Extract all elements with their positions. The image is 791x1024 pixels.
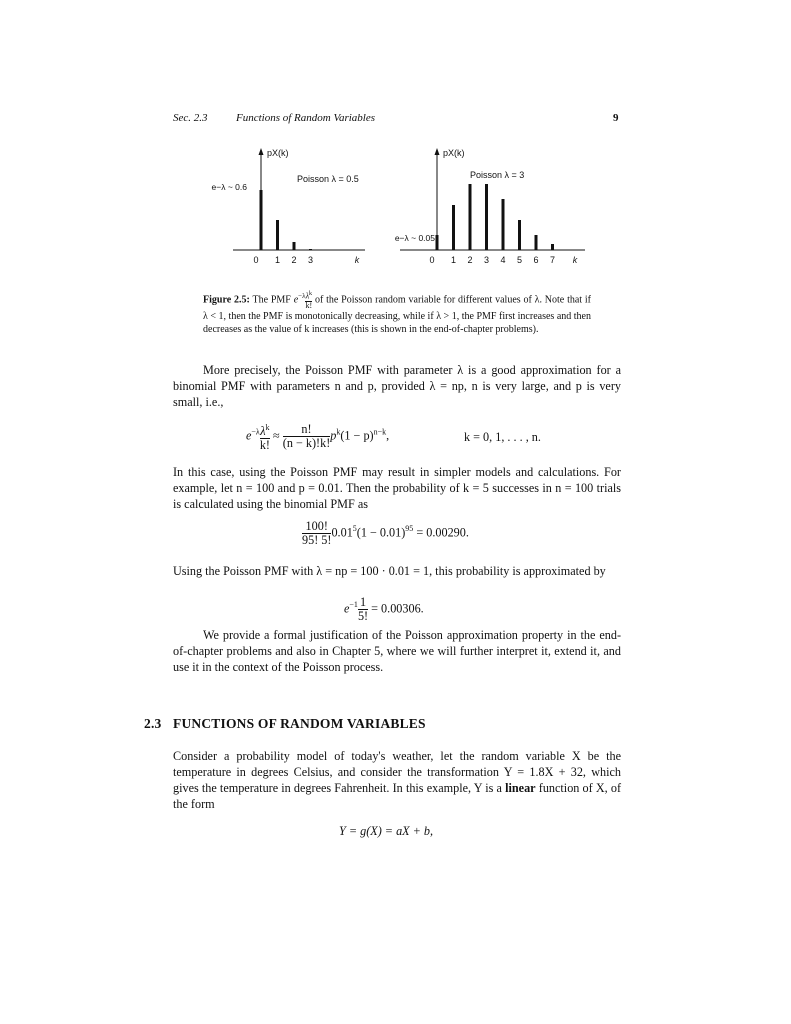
caption-formula-num: λ (305, 291, 310, 301)
section-number: 2.3 (144, 716, 162, 731)
tick-label-4: 4 (500, 255, 506, 265)
section-heading (144, 716, 426, 732)
x-axis-label: k (354, 255, 360, 265)
caption-text: of the Poisson random variable for different values of λ. Note that if λ < 1, then the PMF is monotonically decreasing, while if λ > 1, the PMF first increases and then decreases as the value of k increases (this is shown in the end-of-chapter problems). (203, 294, 592, 336)
eq3-base: e (344, 601, 350, 616)
tick-label-5: 5 (516, 255, 523, 265)
poisson-figure (195, 140, 595, 270)
paragraph-poisson-approx: More precisely, the Poisson PMF with parameter λ is a good approximation for a binomial PMF with parameters n and p, provided λ = np, n is very large, and p is very small, i.e., (173, 363, 621, 409)
annotation-e-lambda: e−λ ~ 0.05 (394, 233, 435, 243)
figure-caption (203, 290, 591, 337)
y-axis-label: pX(k) (267, 148, 289, 158)
eq1-f2-num: n! (301, 422, 312, 437)
bar-k-6 (535, 235, 538, 250)
bar-k-5 (518, 220, 521, 250)
equation-poisson-value (344, 596, 424, 623)
chart-title: Poisson λ = 0.5 (297, 174, 359, 184)
bar-k-2 (293, 242, 296, 250)
tick-label-3: 3 (483, 255, 490, 265)
eq1-tail-mid: (1 − p) (340, 428, 374, 443)
paragraph-weather-example (173, 748, 621, 812)
eq1-lhs-base: e (246, 428, 252, 443)
bar-k-7 (551, 244, 554, 250)
tick-label-2: 2 (467, 255, 473, 265)
equation-k-range: k = 0, 1, . . . , n. (464, 430, 541, 444)
p5-text-before: Consider a probability model of today's weather, let the random variable X be the temperature in degrees Celsius, and consider the transformation Y = 1.8X + 32, which gives the temperature in degrees Fahrenheit. In this example, Y is a (173, 749, 621, 795)
header-title: Functions of Random Variables (236, 112, 376, 124)
y-axis-arrow (259, 148, 264, 155)
tick-label-2: 2 (291, 255, 297, 265)
tick-label-1: 1 (274, 255, 281, 265)
chart-title: Poisson λ = 3 (470, 170, 525, 180)
eq1-fraction-1 (260, 421, 270, 452)
eq1-lhs-exp: −λ (251, 427, 260, 437)
chart-poisson-lambda-0.5 (212, 148, 365, 265)
tick-label-1: 1 (450, 255, 457, 265)
tick-label-0: 0 (253, 255, 259, 265)
eq1-approx: ≈ (273, 428, 280, 443)
eq2-den: 95! 5! (302, 533, 332, 547)
eq2-fraction (302, 520, 331, 547)
eq1-f1-num: λ (260, 424, 266, 439)
eq3-num: 1 (359, 595, 367, 609)
paragraph-justification: We provide a formal justification of the Poisson approximation property in the end-of-chapter problems and also in Chapter 5, where we will further interpret it, extend it, and use it in the context of the Poisson process. (173, 628, 621, 674)
equation-poisson-binomial (246, 421, 389, 452)
eq1-tail-end: , (386, 428, 390, 443)
tick-label-6: 6 (533, 255, 539, 265)
eq1-fraction-2 (283, 423, 330, 450)
x-axis-label: k (572, 255, 578, 265)
eq1-f1-den: k! (259, 438, 270, 453)
eq2-a-exp: 5 (352, 524, 357, 534)
eq2-b: (1 − 0.01) (356, 525, 406, 540)
caption-formula-exp: −λ (298, 292, 306, 300)
eq2-result: = 0.00290. (416, 525, 469, 540)
eq2-num: 100! (305, 519, 328, 533)
paragraph-example: In this case, using the Poisson PMF may result in simpler models and calculations. For example, let n = 100 and p = 0.01. Then the probability of k = 5 successes in n = 100 trials is calculated using the binomial PMF as (173, 465, 621, 511)
tick-label-0: 0 (429, 255, 435, 265)
eq1-f2-den: (n − k)!k! (282, 436, 331, 451)
caption-formula-base: e (293, 294, 299, 306)
caption-formula-den: k! (305, 300, 313, 310)
tick-label-3: 3 (307, 255, 314, 265)
eq2-b-exp: 95 (405, 524, 414, 534)
annotation-e-lambda: e−λ ~ 0.6 (211, 182, 247, 192)
eq1-tail-exp: n−k (373, 427, 387, 437)
eq3-result: = 0.00306. (371, 601, 424, 616)
y-axis-label: pX(k) (443, 148, 465, 158)
caption-pre: The PMF (252, 294, 291, 306)
eq3-den: 5! (357, 609, 369, 623)
bar-k-2 (469, 184, 472, 250)
eq3-fraction (358, 596, 368, 623)
y-axis-arrow (435, 148, 440, 155)
paragraph-poisson-value: Using the Poisson PMF with λ = np = 100 · 0.01 = 1, this probability is approximated by (173, 564, 606, 578)
eq2-a: 0.01 (331, 525, 353, 540)
eq1-f1-num-exp: k (265, 423, 270, 432)
eq3-exp: −1 (349, 600, 358, 610)
bar-k-1 (452, 205, 455, 250)
p5-text-after: function of X, of the form (173, 781, 622, 811)
header-section: Sec. 2.3 (173, 112, 208, 124)
bar-k-3 (485, 184, 488, 250)
bar-k-0 (436, 235, 439, 250)
eq1-tail-p: p (330, 428, 337, 443)
bar-k-0 (260, 190, 263, 250)
chart-poisson-lambda-3 (395, 148, 585, 265)
eq1-tail-p-exp: k (336, 427, 341, 437)
caption-formula-num-exp: k (309, 291, 313, 298)
bar-k-1 (276, 220, 279, 250)
p5-bold-linear: linear (505, 781, 536, 795)
tick-label-7: 7 (549, 255, 556, 265)
equation-linear-function: Y = g(X) = aX + b, (339, 824, 434, 838)
bar-k-4 (502, 199, 505, 250)
equation-binomial-value (302, 520, 469, 547)
section-title: FUNCTIONS OF RANDOM VARIABLES (173, 716, 426, 731)
caption-formula-fraction (305, 290, 312, 310)
bar-k-3 (309, 249, 312, 250)
caption-label: Figure 2.5: (203, 294, 250, 306)
page-number: 9 (613, 112, 619, 124)
